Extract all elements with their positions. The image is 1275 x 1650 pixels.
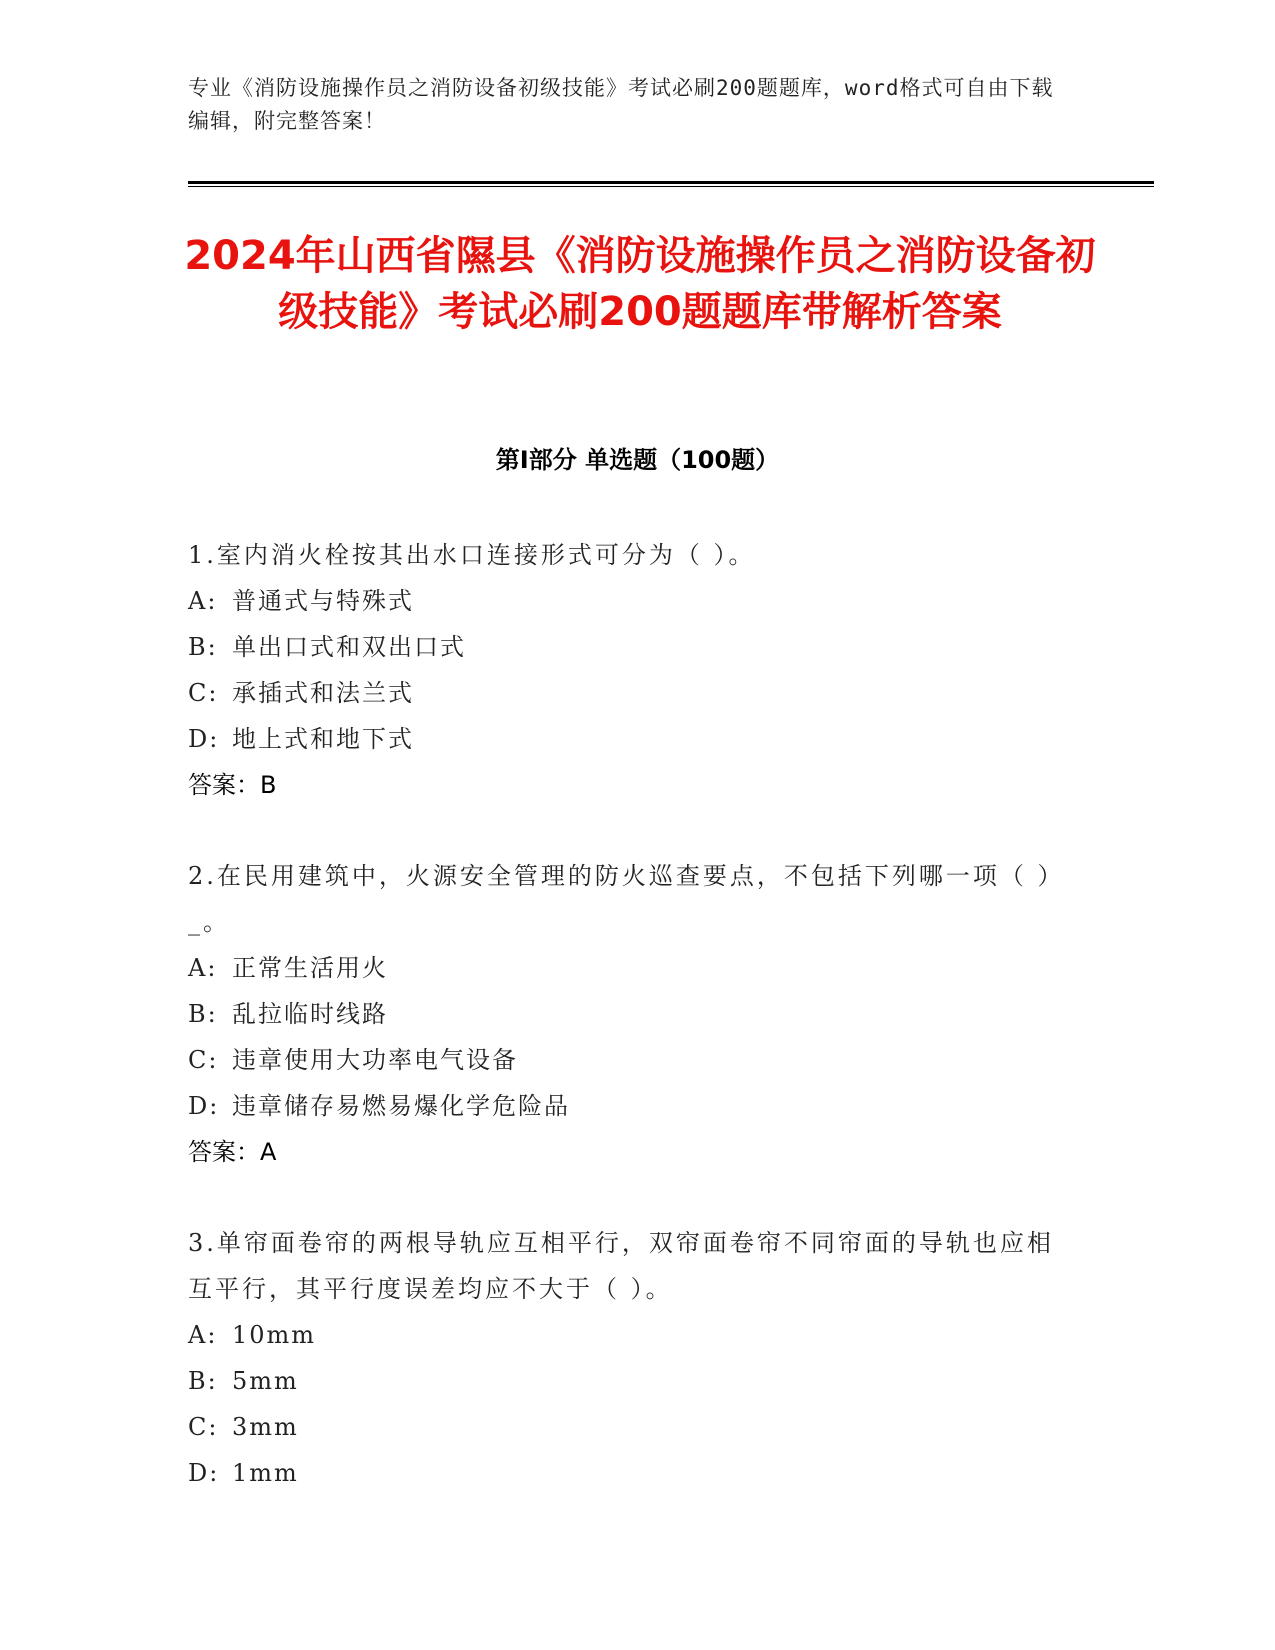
answer-line: 答案：A bbox=[188, 1138, 277, 1166]
option-d bbox=[188, 716, 1068, 762]
option-label: A: bbox=[188, 587, 218, 615]
question-text: 3.单帘面卷帘的两根导轨应互相平行，双帘面卷帘不同帘面的导轨也应相互平行，其平行度误差均应不大于（ ）。 bbox=[188, 1229, 1054, 1303]
option-label: A: bbox=[188, 954, 218, 982]
option-a bbox=[188, 1312, 1068, 1358]
question-3 bbox=[188, 1220, 1068, 1496]
option-d bbox=[188, 1450, 1068, 1496]
option-text: 单出口式和双出口式 bbox=[232, 633, 466, 661]
question-2 bbox=[188, 853, 1068, 1175]
option-text: 普通式与特殊式 bbox=[232, 587, 414, 615]
option-label: D: bbox=[188, 1459, 220, 1487]
header-divider-thick bbox=[188, 181, 1154, 184]
question-text: 1.室内消火栓按其出水口连接形式可分为（ ）。 bbox=[188, 541, 756, 569]
option-text: 地上式和地下式 bbox=[232, 725, 414, 753]
option-text: 10mm bbox=[232, 1321, 317, 1349]
option-a bbox=[188, 945, 1068, 991]
option-label: B: bbox=[188, 633, 218, 661]
header-divider-thin bbox=[188, 186, 1154, 187]
option-label: D: bbox=[188, 1092, 220, 1120]
option-text: 1mm bbox=[232, 1459, 299, 1487]
option-text: 3mm bbox=[232, 1413, 299, 1441]
option-text: 承插式和法兰式 bbox=[232, 679, 414, 707]
option-label: C: bbox=[188, 679, 219, 707]
option-label: D: bbox=[188, 725, 220, 753]
option-c bbox=[188, 670, 1068, 716]
option-text: 违章使用大功率电气设备 bbox=[232, 1046, 518, 1074]
document-title: 2024年山西省隰县《消防设施操作员之消防设备初级技能》考试必刷200题题库带解析答案 bbox=[184, 233, 1096, 335]
option-text: 违章储存易燃易爆化学危险品 bbox=[232, 1092, 570, 1120]
header-note: 专业《消防设施操作员之消防设备初级技能》考试必刷200题题库，word格式可自由下载编辑，附完整答案！ bbox=[188, 76, 1054, 133]
option-c bbox=[188, 1037, 1068, 1083]
option-b bbox=[188, 1358, 1068, 1404]
option-c bbox=[188, 1404, 1068, 1450]
option-b bbox=[188, 991, 1068, 1037]
question-1 bbox=[188, 532, 1068, 808]
option-label: C: bbox=[188, 1046, 219, 1074]
option-label: C: bbox=[188, 1413, 219, 1441]
option-label: A: bbox=[188, 1321, 218, 1349]
option-text: 乱拉临时线路 bbox=[232, 1000, 388, 1028]
option-text: 正常生活用火 bbox=[232, 954, 388, 982]
option-a bbox=[188, 578, 1068, 624]
option-label: B: bbox=[188, 1000, 218, 1028]
option-label: B: bbox=[188, 1367, 218, 1395]
question-text: 2.在民用建筑中，火源安全管理的防火巡查要点，不包括下列哪一项（ ）_。 bbox=[188, 862, 1065, 936]
question-list bbox=[188, 532, 1068, 1541]
option-d bbox=[188, 1083, 1068, 1129]
option-text: 5mm bbox=[232, 1367, 299, 1395]
option-b bbox=[188, 624, 1068, 670]
section-heading: 第I部分 单选题（100题） bbox=[495, 446, 780, 474]
answer-line: 答案：B bbox=[188, 771, 277, 799]
